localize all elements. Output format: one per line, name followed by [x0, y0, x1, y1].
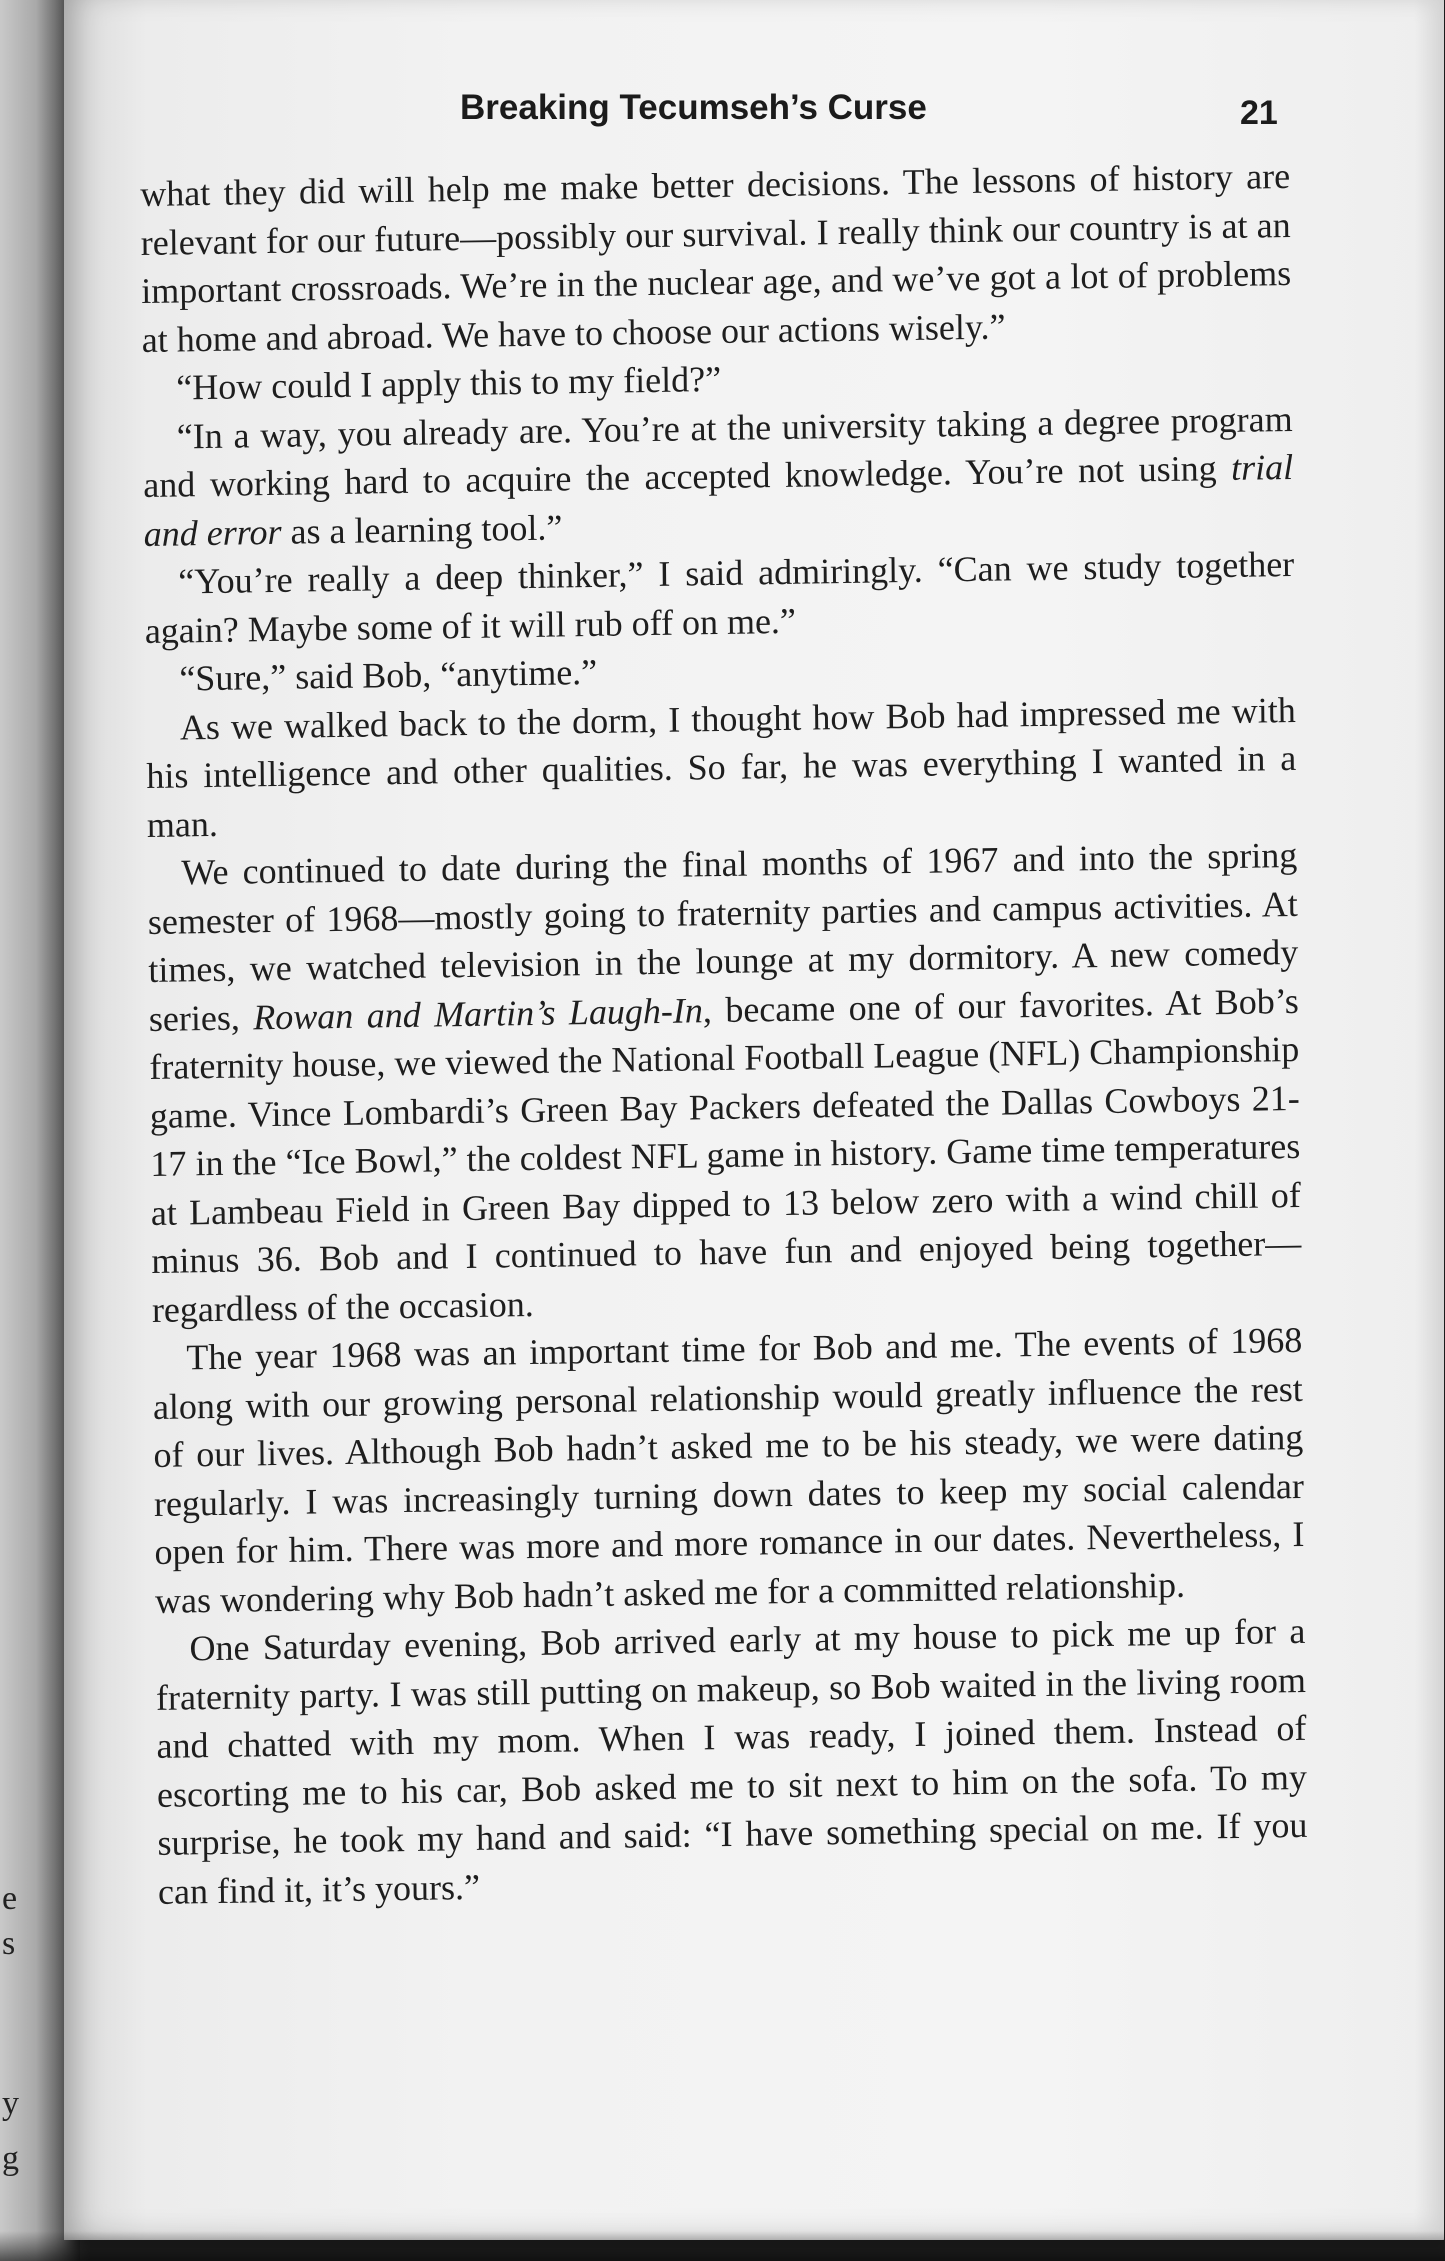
paragraph: [147, 831, 1302, 1334]
paragraph: [143, 394, 1294, 558]
paragraph: what they did will help me make better decisions. The lessons of history are relevant for our future—possibly our survival. I really think our country is at an important crossroads. We’re in the nuclear age, and we’ve got a lot of problems at home and abroad. We have to choose our actions wisely.”: [140, 155, 1292, 360]
running-head: Breaking Tecumseh’s Curse: [460, 88, 927, 127]
paragraph: One Saturday evening, Bob arrived early at my house to pick me up for a fraternity party. I was still putting on makeup, so Bob waited in the living room and chatted with my mom. When I was ready, I joined them. Instead of escorting me to his car, Bob asked me to sit next to him on the sofa. To my surprise, he took my hand and said: “I have something special on me. If you can find it, it’s yours.”: [155, 1610, 1308, 1912]
facing-fragment: g: [2, 2140, 19, 2177]
bottom-shadow: [0, 2231, 1445, 2261]
page-number: 21: [1240, 94, 1278, 132]
facing-fragment: e: [2, 1880, 18, 1917]
body-text: [140, 152, 1308, 1916]
paragraph: “Sure,” said Bob, “anytime.”: [179, 651, 598, 699]
italic-phrase: trial and error: [143, 446, 1294, 554]
italic-title: Rowan and Martin’s Laugh-In: [253, 989, 704, 1037]
paragraph-text: We continued to date during the final months of 1967 and into the spring semester of 1968—mostly going to fraternity parties and campus activities. At times, we watched television in the lounge at my dormitory. A new comedy series,: [147, 834, 1299, 1039]
paragraph-text: “In a way, you already are. You’re at the university taking a degree program and working hard to acquire the accepted knowledge. You’re not using: [143, 398, 1293, 505]
facing-page-text-fragments: [0, 0, 30, 2261]
page-header: [400, 88, 1300, 138]
facing-fragment: s: [2, 1925, 16, 1962]
paragraph: The year 1968 was an important time for Bob and me. The events of 1968 along with our growing personal relationship would greatly influence the rest of our lives. Although Bob hadn’t asked me to be his steady, we were dating regularly. I was increasingly turning down dates to keep my social calendar open for him. There was more and more romance in our dates. Nevertheless, I was wondering why Bob hadn’t asked me for a committed relationship.: [152, 1319, 1305, 1621]
paragraph-text: as a learning tool.”: [281, 506, 563, 552]
paragraph: “How could I apply this to my field?”: [176, 358, 722, 408]
facing-fragment: y: [2, 2085, 19, 2122]
paragraph: As we walked back to the dorm, I thought how Bob had impressed me with his intelligence and other qualities. So far, he was everything I wanted in a man.: [146, 689, 1297, 845]
paragraph: “You’re really a deep thinker,” I said admiringly. “Can we study together again? Maybe some of it will rub off on me.”: [144, 543, 1295, 651]
paragraph-text: , became one of our favorites. At Bob’s fraternity house, we viewed the National Football League (NFL) Championship game. Vince Lombardi’s Green Bay Packers defeated the Dallas Cowboys 21-17 in the “Ice Bowl,” the coldest NFL game in history. Game time temperatures at Lambeau Field in Green Bay dipped to 13 below zero with a wind chill of minus 36. Bob and I continued to have fun and enjoyed being together—regardless of the occasion.: [149, 980, 1302, 1330]
page-edge-shading: [1414, 0, 1444, 2240]
